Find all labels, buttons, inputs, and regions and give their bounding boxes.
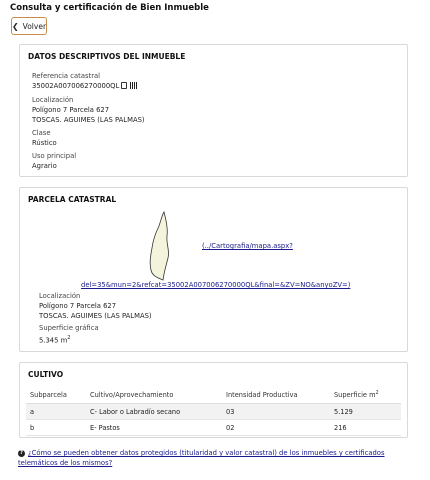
help-question (18, 448, 413, 468)
cell-subparcela: a (26, 404, 86, 420)
cell-cultivo: E- Pastos (86, 420, 222, 436)
uso-label: Uso principal (32, 152, 77, 160)
barcode-icon[interactable] (130, 82, 137, 89)
page-title: Consulta y certificación de Bien Inmueble (10, 3, 209, 13)
table-header-row (26, 387, 401, 404)
parcela-loc-line2: TOSCAS. AGUIMES (LAS PALMAS) (39, 312, 152, 320)
table-row (26, 404, 401, 420)
cell-superficie: 5.129 (330, 404, 401, 420)
cell-subparcela: b (26, 420, 86, 436)
parcela-loc-label: Localización (39, 292, 81, 300)
datos-heading: DATOS DESCRIPTIVOS DEL INMUEBLE (28, 52, 186, 61)
loc-line1: Polígono 7 Parcela 627 (32, 106, 110, 114)
superficie-value (39, 335, 70, 344)
back-button[interactable] (11, 17, 47, 35)
parcela-heading: PARCELA CATASTRAL (28, 195, 117, 204)
back-button-label: Volver (22, 21, 47, 31)
superficie-unit-exp: 2 (67, 335, 71, 341)
table-row (26, 420, 401, 436)
ref-value: 35002A007006270000QL (32, 82, 120, 90)
chevron-left-icon: ❮ (11, 21, 19, 31)
ref-label: Referencia catastral (32, 72, 101, 80)
datos-descriptivos-panel (19, 44, 408, 177)
loc-line2: TOSCAS. AGUIMES (LAS PALMAS) (32, 116, 145, 124)
col-cultivo: Cultivo/Aprovechamiento (86, 387, 222, 404)
superficie-label: Superficie gráfica (39, 324, 99, 332)
cultivo-panel (19, 362, 408, 438)
col-intensidad: Intensidad Productiva (222, 387, 330, 404)
superficie-number: 5.345 m (39, 336, 68, 345)
map-link-part2[interactable]: del=35&mun=2&refcat=35002A007006270000QL&final=&ZV=NO&anyoZV=) (81, 281, 351, 289)
parcela-loc-line1: Polígono 7 Parcela 627 (39, 302, 117, 310)
cultivo-table (26, 387, 401, 436)
cultivo-heading: CULTIVO (28, 370, 64, 379)
cell-intensidad: 03 (222, 404, 330, 420)
col-superficie (330, 387, 401, 404)
document-icon[interactable] (121, 82, 127, 89)
map-link-part1[interactable]: (../Cartografia/mapa.aspx? (202, 242, 293, 250)
cell-cultivo: C- Labor o Labradío secano (86, 404, 222, 420)
cell-intensidad: 02 (222, 420, 330, 436)
question-circle-icon: ? (19, 449, 24, 456)
col-superficie-label: Superficie m (334, 391, 376, 400)
col-subparcela: Subparcela (26, 387, 86, 404)
col-superficie-exp: 2 (375, 390, 379, 397)
uso-value: Agrario (32, 162, 57, 170)
clase-value: Rústico (32, 139, 57, 147)
parcel-map-shape[interactable] (142, 210, 182, 285)
parcela-panel (19, 187, 408, 352)
help-question-link[interactable]: ¿Cómo se pueden obtener datos protegidos (titularidad y valor catastral) de los inmuebles y certificados telemáticos de los mismos? (18, 449, 385, 467)
cell-superficie: 216 (330, 420, 401, 436)
loc-label: Localización (32, 96, 74, 104)
clase-label: Clase (32, 129, 51, 137)
